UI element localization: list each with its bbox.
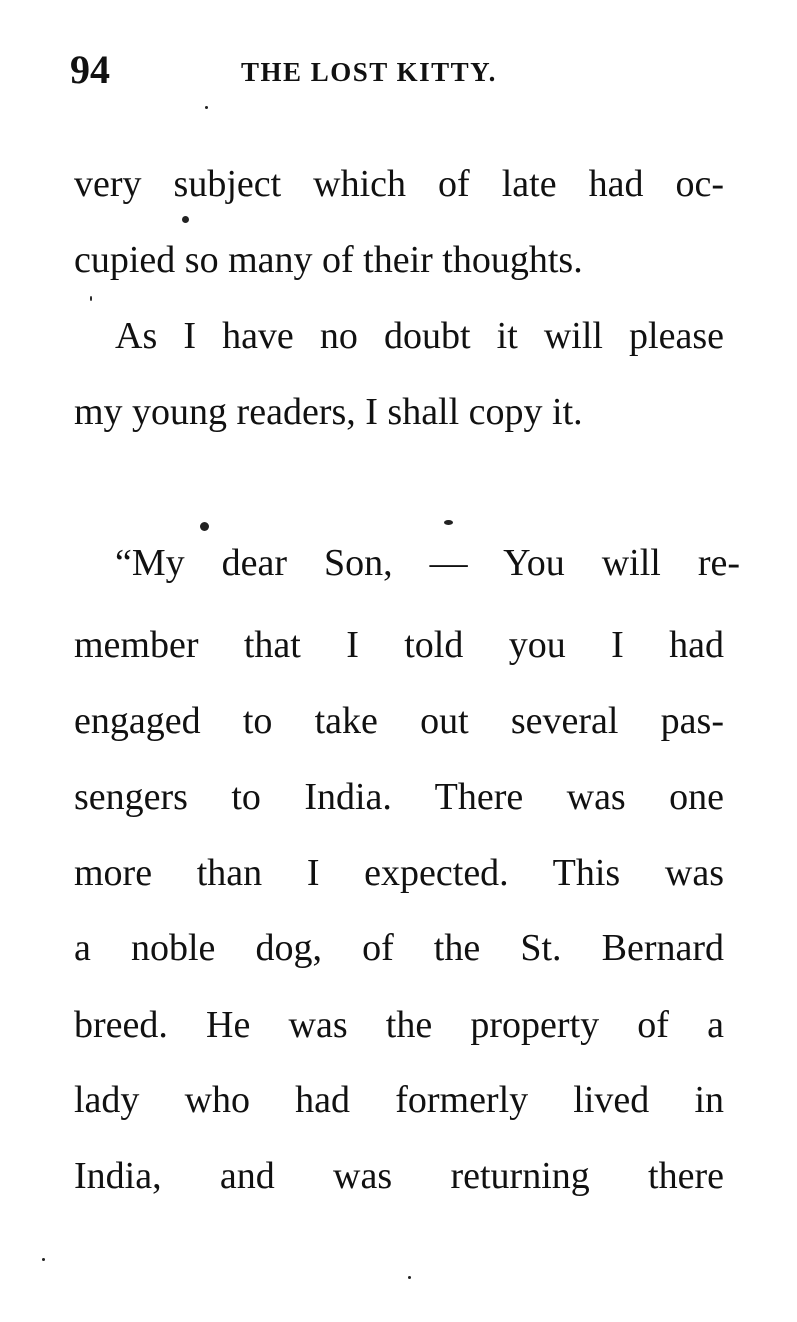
text-line: a noble dog, of the St. Bernard xyxy=(74,927,724,969)
text-line: very subject which of late had oc- xyxy=(74,163,724,205)
scan-speck xyxy=(182,216,189,223)
scan-speck xyxy=(408,1276,411,1279)
page-number: 94 xyxy=(70,47,110,92)
text-line: sengers to India. There was one xyxy=(74,776,724,818)
running-title: THE LOST KITTY. xyxy=(241,57,497,87)
text-line: more than I expected. This was xyxy=(74,852,724,894)
text-line: As I have no doubt it will please xyxy=(115,315,724,357)
scan-speck xyxy=(90,296,92,301)
text-line: India, and was returning there xyxy=(74,1155,724,1197)
text-line: cupied so many of their thoughts. xyxy=(74,239,583,281)
scan-speck xyxy=(444,520,453,525)
scan-speck xyxy=(200,522,209,531)
scan-speck xyxy=(205,106,208,109)
text-line: my young readers, I shall copy it. xyxy=(74,391,583,433)
letter-salutation-line: “My dear Son, — You will re- xyxy=(115,542,740,584)
text-line: member that I told you I had xyxy=(74,624,724,666)
text-line: engaged to take out several pas- xyxy=(74,700,724,742)
text-line: lady who had formerly lived in xyxy=(74,1079,724,1121)
scan-speck xyxy=(42,1258,45,1261)
page-header xyxy=(0,42,797,98)
text-line: breed. He was the property of a xyxy=(74,1004,724,1046)
